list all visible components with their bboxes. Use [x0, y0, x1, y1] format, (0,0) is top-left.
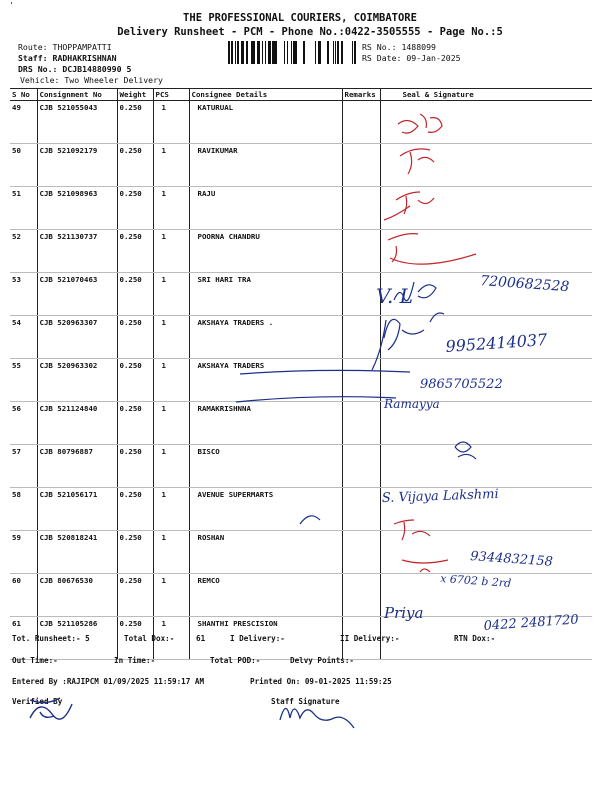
- barcode-bar: [229, 41, 230, 64]
- barcode-bar: [262, 41, 263, 64]
- runsheet-subtitle: Delivery Runsheet - PCM - Phone No.:0422-3505555 - Page No.:5: [117, 26, 503, 38]
- staff-signature-label: Staff Signature: [271, 697, 340, 706]
- i-delivery: I Delivery:-: [230, 634, 285, 643]
- row-consignee: RAJU: [189, 187, 342, 230]
- row-consignment-no: CJB 80796887: [37, 445, 117, 488]
- row-consignment-no: CJB 521105286: [37, 617, 117, 660]
- row-sno: 60: [10, 574, 37, 617]
- row-signature-cell: [380, 101, 592, 144]
- row-remarks: [342, 445, 380, 488]
- row-weight: 0.250: [117, 531, 153, 574]
- drs-label: DRS No.:: [18, 64, 58, 74]
- row-sno: 59: [10, 531, 37, 574]
- col-weight: Weight: [117, 89, 153, 101]
- row-sno: 55: [10, 359, 37, 402]
- ii-delivery: II Delivery:-: [340, 634, 400, 643]
- table-row: [10, 144, 592, 187]
- table-row: [10, 617, 592, 660]
- barcode-bar: [251, 41, 252, 64]
- row-pcs: 1: [153, 617, 189, 660]
- row-consignee: REMCO: [189, 574, 342, 617]
- barcode-bar: [268, 41, 269, 64]
- row-consignee: POORNA CHANDRU: [189, 230, 342, 273]
- hw-phone-60: 9344832158: [469, 549, 554, 570]
- barcode-bar: [242, 41, 243, 64]
- table-row: [10, 359, 592, 402]
- barcode-bar: [284, 41, 285, 64]
- row-sno: 52: [10, 230, 37, 273]
- hw-phone-56: 9865705522: [420, 377, 503, 392]
- barcode: [228, 41, 356, 64]
- table-row: [10, 402, 592, 445]
- row-remarks: [342, 316, 380, 359]
- row-consignment-no: CJB 521055043: [37, 101, 117, 144]
- table-row: [10, 273, 592, 316]
- barcode-bar: [335, 41, 336, 64]
- row-pcs: 1: [153, 273, 189, 316]
- barcode-bar: [337, 41, 339, 64]
- barcode-bar: [254, 41, 255, 64]
- row-consignee: RAMAKRISHNNA: [189, 402, 342, 445]
- row-remarks: [342, 144, 380, 187]
- barcode-bar: [246, 41, 248, 64]
- staff-signature: [280, 708, 354, 728]
- row-weight: 0.250: [117, 488, 153, 531]
- hw-phone-54: 9952414037: [444, 329, 548, 356]
- barcode-bar: [237, 41, 239, 64]
- col-consignee: Consignee Details: [189, 89, 342, 101]
- row-remarks: [342, 574, 380, 617]
- hw-phone-53: 7200682528: [479, 273, 570, 296]
- row-sno: 58: [10, 488, 37, 531]
- row-consignment-no: CJB 521130737: [37, 230, 117, 273]
- out-time: Out Time:-: [12, 656, 58, 665]
- row-weight: 0.250: [117, 445, 153, 488]
- company-title: THE PROFESSIONAL COURIERS, COIMBATORE: [183, 12, 417, 24]
- barcode-bar: [318, 41, 320, 64]
- row-signature-cell: [380, 531, 592, 574]
- barcode-bar: [241, 41, 242, 64]
- table-row: [10, 230, 592, 273]
- barcode-bar: [258, 41, 259, 64]
- row-sno: 50: [10, 144, 37, 187]
- rs-no-value: 1488099: [401, 42, 436, 52]
- row-consignment-no: CJB 521098963: [37, 187, 117, 230]
- row-pcs: 1: [153, 187, 189, 230]
- row-consignee: SHANTHI PRESCISION: [189, 617, 342, 660]
- row-signature-cell: [380, 316, 592, 359]
- row-weight: 0.250: [117, 574, 153, 617]
- row-remarks: [342, 531, 380, 574]
- row-weight: 0.250: [117, 402, 153, 445]
- corner-mark: ': [9, 0, 14, 10]
- route-label: Route:: [18, 42, 48, 52]
- delvy-points: Delvy Points:-: [290, 656, 355, 665]
- col-sno: S No: [10, 89, 37, 101]
- row-weight: 0.250: [117, 273, 153, 316]
- row-pcs: 1: [153, 144, 189, 187]
- hw-phone-61: 0422 2481720: [483, 612, 580, 634]
- row-consignee: KATURUAL: [189, 101, 342, 144]
- table-header-row: [10, 89, 592, 101]
- rs-no-label: RS No.:: [362, 42, 397, 52]
- row-sno: 61: [10, 617, 37, 660]
- table-row: [10, 101, 592, 144]
- barcode-bar: [228, 41, 229, 64]
- rs-date-line: [362, 53, 461, 63]
- rtn-dox: RTN Dox:-: [454, 634, 496, 643]
- row-remarks: [342, 359, 380, 402]
- row-sno: 53: [10, 273, 37, 316]
- drs-line: [18, 64, 131, 74]
- table-row: [10, 488, 592, 531]
- row-signature-cell: [380, 144, 592, 187]
- row-consignee: ROSHAN: [189, 531, 342, 574]
- barcode-bar: [272, 41, 274, 64]
- delivery-table: [10, 88, 592, 660]
- row-pcs: 1: [153, 574, 189, 617]
- row-pcs: 1: [153, 445, 189, 488]
- table-row: [10, 316, 592, 359]
- barcode-bar: [341, 41, 343, 64]
- row-consignment-no: CJB 520963307: [37, 316, 117, 359]
- barcode-bar: [303, 41, 305, 64]
- hw-name-61: Priya: [384, 604, 424, 622]
- row-consignment-no: CJB 521056171: [37, 488, 117, 531]
- vehicle-value: Two Wheeler Delivery: [64, 75, 163, 85]
- staff-line: [18, 53, 117, 63]
- rs-no-line: [362, 42, 436, 52]
- total-dox-label: Total Dox:-: [124, 634, 175, 643]
- rs-date-label: RS Date:: [362, 53, 402, 63]
- row-consignment-no: CJB 521124840: [37, 402, 117, 445]
- barcode-bar: [320, 41, 321, 64]
- barcode-bar: [265, 41, 266, 64]
- row-weight: 0.250: [117, 144, 153, 187]
- row-pcs: 1: [153, 488, 189, 531]
- row-remarks: [342, 230, 380, 273]
- barcode-bar: [235, 41, 236, 64]
- barcode-bar: [259, 41, 260, 64]
- total-pod: Total POD:-: [210, 656, 261, 665]
- row-pcs: 1: [153, 402, 189, 445]
- row-sno: 56: [10, 402, 37, 445]
- row-consignee: RAVIKUMAR: [189, 144, 342, 187]
- barcode-bar: [295, 41, 297, 64]
- barcode-bar: [275, 41, 276, 64]
- row-sno: 54: [10, 316, 37, 359]
- rs-date-value: 09-Jan-2025: [406, 53, 461, 63]
- row-weight: 0.250: [117, 187, 153, 230]
- row-remarks: [342, 187, 380, 230]
- barcode-bar: [252, 41, 254, 64]
- row-sno: 49: [10, 101, 37, 144]
- barcode-bar: [276, 41, 277, 64]
- row-weight: 0.250: [117, 316, 153, 359]
- col-signature: Seal & Signature: [380, 89, 592, 101]
- row-signature-cell: [380, 359, 592, 402]
- row-pcs: 1: [153, 316, 189, 359]
- row-remarks: [342, 488, 380, 531]
- vehicle-label: Vehicle:: [20, 75, 60, 85]
- table-row: [10, 574, 592, 617]
- route-value: THOPPAMPATTI: [52, 42, 112, 52]
- row-signature-cell: [380, 230, 592, 273]
- barcode-bar: [327, 41, 328, 64]
- barcode-bar: [328, 41, 329, 64]
- route-line: [18, 42, 112, 52]
- tot-runsheet: Tot. Runsheet:- 5: [12, 634, 90, 643]
- row-consignee: SRI HARI TRA: [189, 273, 342, 316]
- in-time: In Time:-: [114, 656, 156, 665]
- row-pcs: 1: [153, 230, 189, 273]
- barcode-bar: [333, 41, 334, 64]
- row-consignee: BISCO: [189, 445, 342, 488]
- row-sno: 51: [10, 187, 37, 230]
- row-consignee: AKSHAYA TRADERS: [189, 359, 342, 402]
- hw-name-58: S. Vijaya Lakshmi: [381, 486, 499, 506]
- row-weight: 0.250: [117, 230, 153, 273]
- col-consignment: Consignment No: [37, 89, 117, 101]
- row-signature-cell: [380, 445, 592, 488]
- barcode-bar: [354, 41, 356, 64]
- barcode-bar: [315, 41, 316, 64]
- row-remarks: [342, 402, 380, 445]
- hw-name-60: x 6702 b 2rd: [439, 572, 512, 590]
- row-weight: 0.250: [117, 359, 153, 402]
- row-weight: 0.250: [117, 617, 153, 660]
- row-consignment-no: CJB 520818241: [37, 531, 117, 574]
- table-row: [10, 445, 592, 488]
- table-row: [10, 531, 592, 574]
- row-signature-cell: [380, 187, 592, 230]
- total-dox-value: 61: [196, 634, 206, 643]
- barcode-bar: [270, 41, 271, 64]
- row-consignment-no: CJB 80676530: [37, 574, 117, 617]
- row-weight: 0.250: [117, 101, 153, 144]
- barcode-bar: [257, 41, 258, 64]
- staff-label: Staff:: [18, 53, 48, 63]
- row-consignee: AKSHAYA TRADERS .: [189, 316, 342, 359]
- row-consignment-no: CJB 521092179: [37, 144, 117, 187]
- hw-name-56: Ramayya: [384, 397, 440, 411]
- staff-value: RADHAKRISHNAN: [52, 53, 117, 63]
- col-pcs: PCS: [153, 89, 189, 101]
- row-consignment-no: CJB 521070463: [37, 273, 117, 316]
- row-pcs: 1: [153, 101, 189, 144]
- row-signature-cell: [380, 273, 592, 316]
- barcode-bar: [291, 41, 292, 64]
- barcode-bar: [274, 41, 275, 64]
- row-remarks: [342, 273, 380, 316]
- row-signature-cell: [380, 488, 592, 531]
- row-pcs: 1: [153, 359, 189, 402]
- row-remarks: [342, 101, 380, 144]
- barcode-bar: [269, 41, 270, 64]
- barcode-bar: [352, 41, 353, 64]
- barcode-bar: [243, 41, 244, 64]
- table-row: [10, 187, 592, 230]
- printed-on: Printed On: 09-01-2025 11:59:25: [250, 677, 392, 686]
- row-signature-cell: [380, 402, 592, 445]
- entered-by: Entered By :RAJIPCM 01/09/2025 11:59:17 AM: [12, 677, 205, 686]
- drs-value: DCJB14880990 5: [62, 64, 132, 74]
- barcode-bar: [287, 41, 288, 64]
- barcode-bar: [231, 41, 233, 64]
- vehicle-line: [20, 75, 163, 85]
- row-sno: 57: [10, 445, 37, 488]
- col-remarks: Remarks: [342, 89, 380, 101]
- verified-by: Verified By: [12, 697, 63, 706]
- hw-name-53: V. L: [376, 284, 413, 308]
- barcode-bar: [293, 41, 295, 64]
- row-consignee: AVENUE SUPERMARTS: [189, 488, 342, 531]
- row-pcs: 1: [153, 531, 189, 574]
- row-consignment-no: CJB 520963302: [37, 359, 117, 402]
- row-signature-cell: [380, 574, 592, 617]
